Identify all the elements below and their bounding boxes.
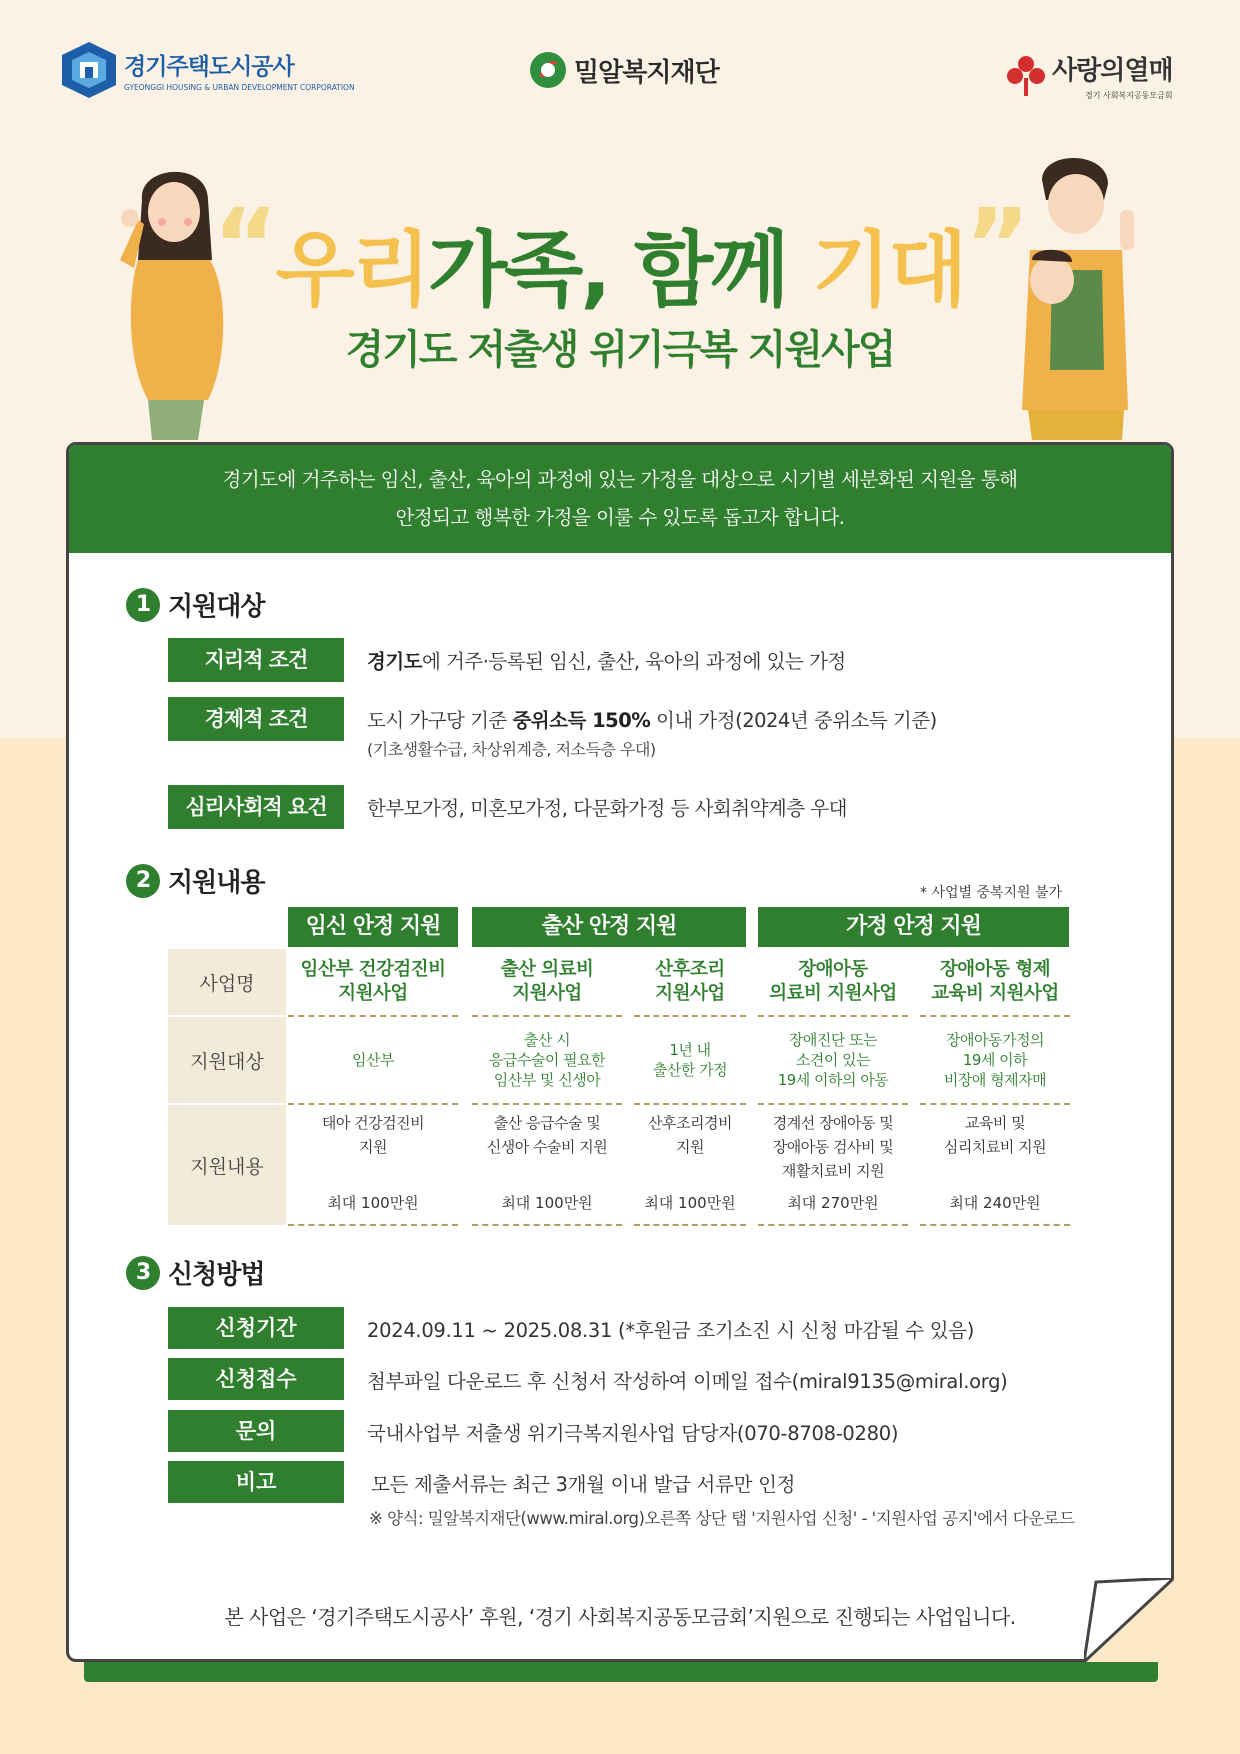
table-cell-target (920, 1017, 1070, 1103)
row-label-target: 지원대상 (168, 1017, 286, 1103)
love-fruit-subtext: 경기 사회복지공동모금회 (1085, 91, 1173, 100)
table-cell-line: 출산한 가정 (652, 1061, 728, 1079)
table-cell-line: 경계선 장애아동 및 (772, 1114, 894, 1132)
table-dashed-divider (472, 1103, 622, 1105)
group-header-pregnancy: 임신 안정 지원 (288, 907, 458, 947)
section3-title (126, 1254, 264, 1291)
tag-geographic: 지리적 조건 (168, 638, 344, 682)
table-cell-line: 장애아동가정의 (946, 1031, 1044, 1049)
tag-apply-receipt: 신청접수 (168, 1358, 344, 1400)
desc-inquiry: 국내사업부 저출생 위기극복지원사업 담당자(070-8708-0280) (367, 1422, 899, 1445)
section1-number: 1 (126, 588, 160, 622)
desc-economic-pre: 도시 가구당 기준 (367, 709, 513, 732)
table-dashed-divider (758, 1224, 908, 1226)
table-cell-line: 장애아동 검사비 및 (772, 1138, 894, 1156)
table-cell-name (472, 949, 622, 1015)
table-cell-line: 신생아 수술비 지원 (486, 1138, 608, 1156)
tag-apply-period: 신청기간 (168, 1307, 344, 1349)
table-dashed-divider (634, 1224, 746, 1226)
table-cell-line: 심리치료비 지원 (943, 1138, 1047, 1156)
table-dashed-divider (472, 1015, 622, 1017)
desc-economic-sub: (기초생활수급, 차상위계층, 저소득층 우대) (367, 740, 656, 759)
tag-economic: 경제적 조건 (168, 697, 344, 741)
table-cell-content (920, 1111, 1070, 1191)
intro-line-1: 경기도에 거주하는 임신, 출산, 육아의 과정에 있는 가정을 대상으로 시기별 세분화된 지원을 통해 (222, 468, 1018, 491)
table-dashed-divider (920, 1224, 1070, 1226)
table-cell-line: 19세 이하 (962, 1051, 1028, 1069)
table-dashed-divider (920, 1103, 1070, 1105)
section2-title-text: 지원내용 (168, 868, 265, 898)
table-cell-line: 태아 건강검진비 (321, 1114, 425, 1132)
desc-apply-period: 2024.09.11 ~ 2025.08.31 (*후원금 조기소진 시 신청 마감될 수 있음) (367, 1319, 975, 1342)
table-cell-name (758, 949, 908, 1015)
table-cell-content (288, 1111, 458, 1191)
love-fruit-logo (1006, 50, 1173, 101)
gh-logo-subtext: GYEONGGI HOUSING & URBAN DEVELOPMENT CORPORATION (124, 83, 355, 92)
table-cell-name (920, 949, 1070, 1015)
table-cell-content (634, 1111, 746, 1191)
table-cell-line: 지원 (359, 1138, 387, 1156)
love-fruit-text: 사랑의열매 (1052, 56, 1173, 86)
headline (0, 187, 1240, 322)
table-cell-line: 장애아동 형제 (939, 959, 1051, 980)
gh-logo-text: 경기주택도시공사 (124, 54, 294, 80)
intro-line-2: 안정되고 행복한 가정을 이룰 수 있도록 돕고자 합니다. (395, 506, 845, 529)
table-dashed-divider (288, 1103, 458, 1105)
table-cell-line: 지원사업 (338, 983, 408, 1004)
table-cell-line: 장애아동 (798, 959, 868, 980)
table-cell-name (634, 949, 746, 1015)
table-cell-line: 지원사업 (655, 983, 725, 1004)
desc-geographic-text: 에 거주·등록된 임신, 출산, 육아의 과정에 있는 가정 (422, 650, 846, 673)
headline-part3: 기대 (812, 223, 965, 318)
tag-psychosocial: 심리사회적 요건 (168, 785, 344, 829)
table-cell-target (472, 1017, 622, 1103)
table-cell-line: 의료비 지원사업 (769, 983, 897, 1004)
table-cell-line: 지원 (676, 1138, 704, 1156)
table-cell-line: 산후조리 (655, 959, 725, 980)
group-header-family: 가정 안정 지원 (758, 907, 1069, 947)
table-cell-line: 재활치료비 지원 (781, 1162, 885, 1180)
intro-banner (69, 445, 1171, 553)
desc-apply-receipt: 첨부파일 다운로드 후 신청서 작성하여 이메일 접수(miral9135@miral.org) (367, 1370, 1008, 1393)
table-cell-line: 출산 시 (523, 1031, 571, 1049)
section2-number: 2 (126, 864, 160, 898)
table-cell-line: 소견이 있는 (795, 1051, 871, 1069)
row-label-program: 사업명 (168, 949, 286, 1015)
table-cell-line: 임산부 건강검진비 (300, 959, 446, 980)
table-cell-line: 교육비 지원사업 (931, 983, 1059, 1004)
table-dashed-divider (758, 1015, 908, 1017)
table-dashed-divider (634, 1103, 746, 1105)
section1-title (126, 586, 264, 623)
table-cell-line: 19세 이하의 아동 (777, 1071, 889, 1089)
desc-economic-bold: 중위소득 150% (512, 709, 651, 732)
close-quote-mark: ” (964, 187, 1028, 304)
love-fruit-icon (1006, 54, 1046, 98)
table-cell-amount: 최대 100만원 (501, 1194, 593, 1212)
miral-logo-icon (528, 50, 568, 90)
table-cell-line: 지원사업 (512, 983, 582, 1004)
table-cell-amount: 최대 100만원 (327, 1194, 419, 1212)
table-cell-line: 장애진단 또는 (788, 1031, 878, 1049)
headline-subtitle: 경기도 저출생 위기극복 지원사업 (345, 327, 895, 373)
row-label-content: 지원내용 (168, 1105, 286, 1225)
desc-psychosocial: 한부모가정, 미혼모가정, 다문화가정 등 사회취약계층 우대 (367, 797, 847, 820)
desc-geographic-bold: 경기도 (367, 650, 423, 673)
table-cell-line: 출산 의료비 (500, 959, 594, 980)
desc-geographic (367, 646, 846, 674)
table-cell-line: 비장애 형제자매 (943, 1071, 1047, 1089)
table-cell-line: 교육비 및 (964, 1114, 1026, 1132)
table-cell-target (758, 1017, 908, 1103)
table-dashed-divider (288, 1224, 458, 1226)
table-cell-line: 1년 내 (669, 1041, 711, 1059)
duplicate-support-note: * 사업별 중복지원 불가 (920, 885, 1063, 901)
table-cell-content (472, 1111, 622, 1191)
tag-remarks: 비고 (168, 1461, 344, 1503)
table-cell-line: 임산부 (352, 1051, 394, 1069)
table-cell-amount: 최대 240만원 (949, 1194, 1041, 1212)
table-cell-line: 임산부 및 신생아 (493, 1071, 601, 1089)
footer-sponsor-text: 본 사업은 ‘경기주택도시공사’ 후원, ‘경기 사회복지공동모금회’지원으로 진행되는 사업입니다. (224, 1605, 1016, 1629)
table-dashed-divider (758, 1103, 908, 1105)
desc-remarks: 모든 제출서류는 최근 3개월 이내 발급 서류만 인정 (371, 1473, 796, 1496)
table-cell-line: 응급수술이 필요한 (488, 1051, 606, 1069)
table-dashed-divider (920, 1015, 1070, 1017)
desc-economic-text: 이내 가정(2024년 중위소득 기준) (650, 709, 937, 732)
headline-part2: 가족, 함께 (427, 223, 813, 318)
table-cell-target (288, 1017, 458, 1103)
tag-inquiry: 문의 (168, 1410, 344, 1452)
gh-logo-icon (60, 40, 118, 100)
section1-title-text: 지원대상 (168, 592, 265, 622)
table-cell-amount: 최대 100만원 (644, 1194, 736, 1212)
gh-logo (60, 40, 355, 100)
section2-title (126, 862, 264, 899)
table-cell-name (288, 949, 458, 1015)
table-cell-line: 출산 응급수술 및 (493, 1114, 601, 1132)
miral-logo-text: 밀알복지재단 (574, 57, 719, 88)
open-quote-mark: “ (212, 187, 276, 304)
table-cell-line: 산후조리경비 (648, 1114, 732, 1132)
desc-economic (367, 705, 937, 733)
miral-logo (528, 50, 719, 90)
headline-part1: 우리 (275, 223, 428, 318)
table-cell-content (758, 1111, 908, 1191)
section3-number: 3 (126, 1256, 160, 1290)
table-dashed-divider (288, 1015, 458, 1017)
table-dashed-divider (472, 1224, 622, 1226)
table-dashed-divider (634, 1015, 746, 1017)
table-cell-amount: 최대 270만원 (787, 1194, 879, 1212)
desc-remarks-sub: ※ 양식: 밀알복지재단(www.miral.org)오른쪽 상단 탭 '지원사업 신청' - '지원사업 공지'에서 다운로드 (369, 1509, 1075, 1528)
section3-title-text: 신청방법 (168, 1260, 265, 1290)
group-header-birth: 출산 안정 지원 (472, 907, 746, 947)
table-cell-target (634, 1017, 746, 1103)
